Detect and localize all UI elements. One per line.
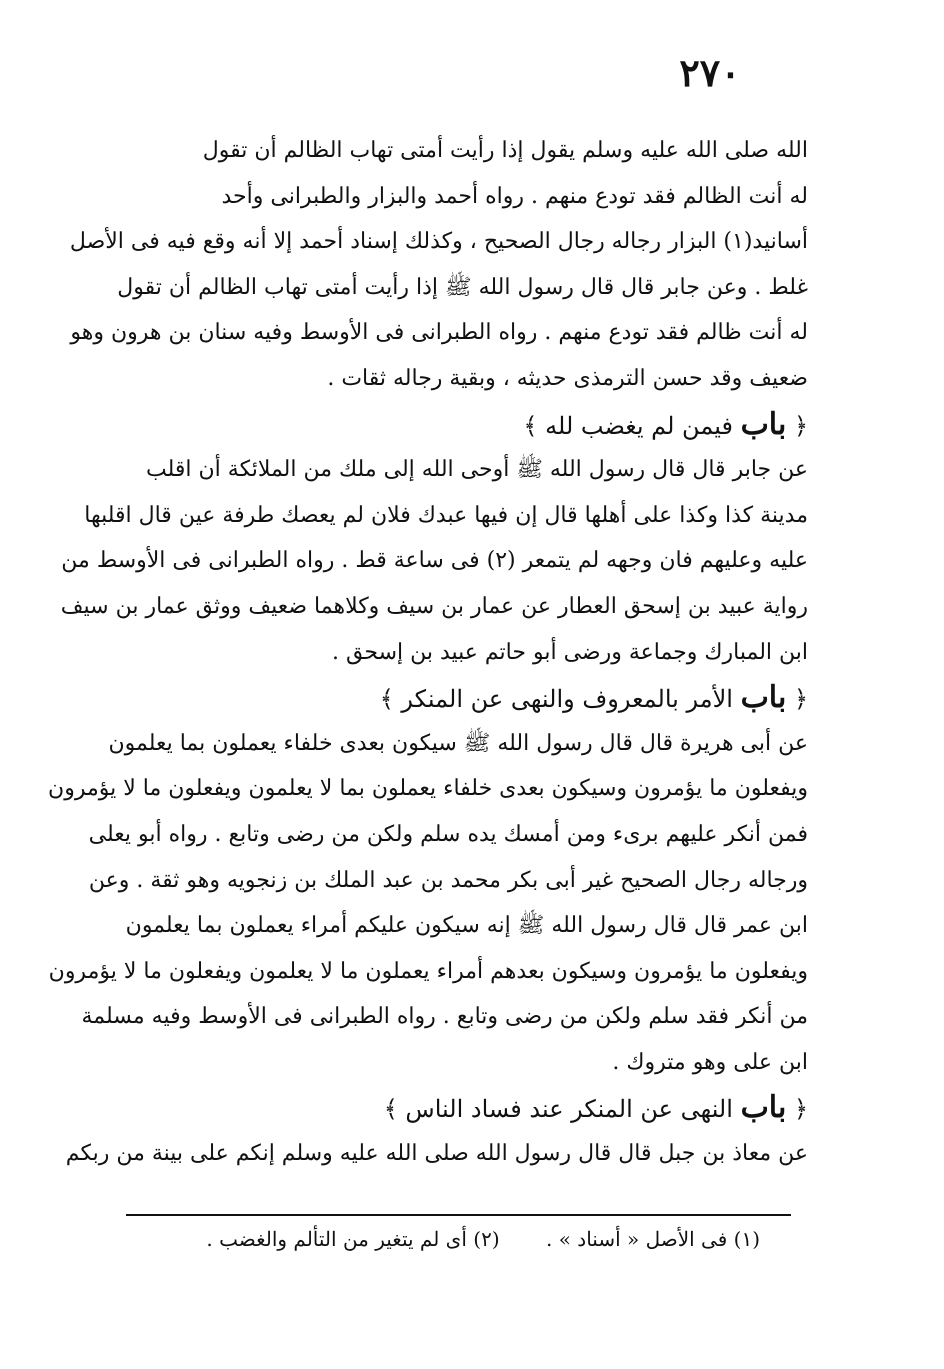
text-line: غلط . وعن جابر قال قال رسول الله ﷺ إذا رأيت أمتى تهاب الظالم أن تقول xyxy=(117,274,808,300)
chapter-heading-1 xyxy=(118,402,808,448)
text-line: عن أبى هريرة قال قال رسول الله ﷺ سيكون بعدى خلفاء يعملون بما يعلمون xyxy=(108,730,808,756)
text-line: ضعيف وقد حسن الترمذى حديثه ، وبقية رجاله ثقات . xyxy=(327,365,808,391)
text-line: الله صلى الله عليه وسلم يقول إذا رأيت أمتى تهاب الظالم أن تقول xyxy=(202,138,808,163)
text-line: له أنت الظالم فقد تودع منهم . رواه أحمد والبزار والطبرانى وأحد xyxy=(221,183,808,209)
chapter-heading-2 xyxy=(118,675,808,721)
text-line: له أنت ظالم فقد تودع منهم . رواه الطبرانى فى الأوسط وفيه سنان بن هرون وهو xyxy=(70,320,808,346)
text-line: عن جابر قال قال رسول الله ﷺ أوحى الله إلى ملك من الملائكة أن اقلب xyxy=(146,457,808,483)
main-text xyxy=(48,128,808,1177)
heading-bracket-open: ﴿ xyxy=(793,411,808,440)
footnotes xyxy=(180,1222,760,1256)
footnote-1: (١) فى الأصل « أسناد » . xyxy=(545,1227,760,1251)
heading-bracket-close: ﴾ xyxy=(379,685,394,714)
page-number: ٢٧٠ xyxy=(679,50,741,95)
heading-title: فيمن لم يغضب لله xyxy=(545,411,733,440)
text-line: عليه وعليهم فان وجهه لم يتمعر (٢) فى ساعة قط . رواه الطبرانى فى الأوسط من xyxy=(61,548,808,574)
heading-bab-label: باب xyxy=(740,406,787,442)
heading-bab-label: باب xyxy=(740,680,787,716)
heading-bracket-close: ﴾ xyxy=(523,411,538,440)
text-line: ابن المبارك وجماعة ورضى أبو حاتم عبيد بن إسحق . xyxy=(332,639,808,665)
chapter-heading-3 xyxy=(118,1085,808,1131)
heading-title: الأمر بالمعروف والنهى عن المنكر xyxy=(401,685,733,714)
text-line: ورجاله رجال الصحيح غير أبى بكر محمد بن عبد الملك بن زنجويه وهو ثقة . وعن xyxy=(88,867,808,893)
footnote-divider xyxy=(126,1214,791,1216)
heading-bracket-open: ﴿ xyxy=(793,1095,808,1124)
text-line: ابن على وهو متروك . xyxy=(612,1049,808,1075)
text-line: من أنكر فقد سلم ولكن من رضى وتابع . رواه الطبرانى فى الأوسط وفيه مسلمة xyxy=(81,1004,808,1030)
text-line: مدينة كذا وكذا على أهلها قال إن فيها عبدك فلان لم يعصك طرفة عين قال اقلبها xyxy=(84,502,808,528)
text-line: عن معاذ بن جبل قال قال رسول الله صلى الله عليه وسلم إنكم على بينة من ربكم xyxy=(65,1141,808,1167)
text-line: فمن أنكر عليهم برىء ومن أمسك يده سلم ولكن من رضى وتابع . رواه أبو يعلى xyxy=(88,821,808,847)
text-line: أسانيد(١) البزار رجاله رجال الصحيح ، وكذلك إسناد أحمد إلا أنه وقع فيه فى الأصل xyxy=(69,229,808,255)
footnote-2: (٢) أى لم يتغير من التألم والغضب . xyxy=(206,1227,500,1251)
heading-bab-label: باب xyxy=(740,1090,787,1126)
text-line: ابن عمر قال قال رسول الله ﷺ إنه سيكون عليكم أمراء يعملون بما يعلمون xyxy=(125,913,808,939)
text-line: رواية عبيد بن إسحق العطار عن عمار بن سيف وكلاهما ضعيف ووثق عمار بن سيف xyxy=(60,593,808,619)
heading-bracket-close: ﴾ xyxy=(383,1095,398,1124)
heading-title: النهى عن المنكر عند فساد الناس xyxy=(405,1095,733,1124)
heading-bracket-open: ﴿ xyxy=(793,685,808,714)
text-line: ويفعلون ما يؤمرون وسيكون بعدهم أمراء يعملون ما لا يعلمون ويفعلون ما لا يؤمرون xyxy=(48,958,808,984)
text-line: ويفعلون ما يؤمرون وسيكون بعدى خلفاء يعملون بما لا يعلمون ويفعلون ما لا يؤمرون xyxy=(48,776,808,802)
